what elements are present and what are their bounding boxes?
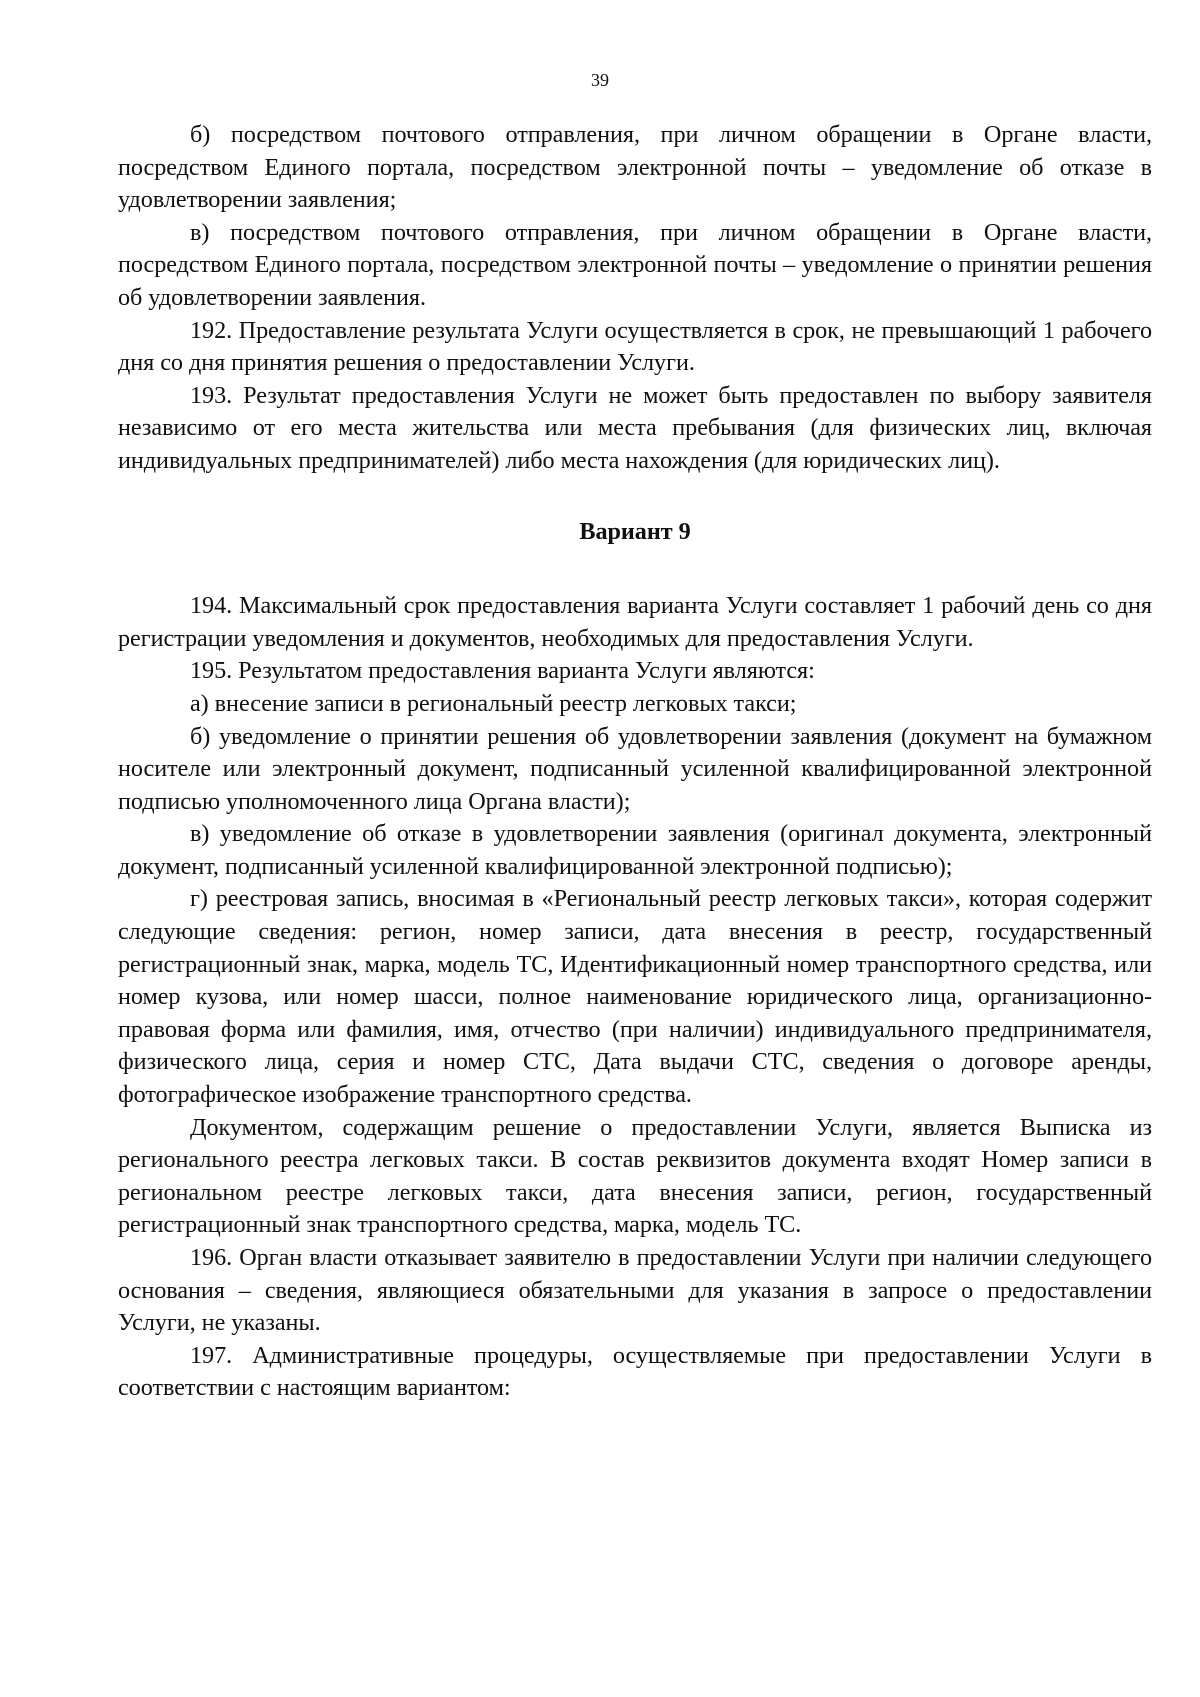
paragraph-v-delivery-approval: в) посредством почтового отправления, при личном обращении в Органе власти, посредством Единого портала, посредством электронной почты – уведомление о принятии решения об удовлетворении заявления. [118,218,1152,311]
page-number: 39 [591,70,609,90]
paragraph-195-a: а) внесение записи в региональный реестр легковых такси; [190,689,797,717]
paragraph-193: 193. Результат предоставления Услуги не может быть предоставлен по выбору заявителя независимо от его места жительства или места пребывания (для физических лиц, включая индивидуальных предпринимателей) либо места нахождения (для юридических лиц). [118,381,1152,474]
document-body [118,119,1152,1405]
paragraph-195-b: б) уведомление о принятии решения об удовлетворении заявления (документ на бумажном носителе или электронный документ, подписанный усиленной квалифицированной электронной подписью уполномоченного лица Органа власти); [118,722,1152,815]
paragraph-195-v: в) уведомление об отказе в удовлетворении заявления (оригинал документа, электронный документ, подписанный усиленной квалифицированной электронной подписью); [118,820,1152,880]
paragraph-194: 194. Максимальный срок предоставления варианта Услуги составляет 1 рабочий день со дня регистрации уведомления и документов, необходимых для предоставления Услуги. [118,592,1152,652]
section-heading-variant-9: Вариант 9 [579,517,691,545]
paragraph-192: 192. Предоставление результата Услуги осуществляется в срок, не превышающий 1 рабочего дня со дня принятия решения о предоставлении Услуги. [118,316,1152,377]
paragraph-197: 197. Административные процедуры, осуществляемые при предоставлении Услуги в соответствии с настоящим вариантом: [118,1341,1152,1402]
paragraph-195: 195. Результатом предоставления варианта Услуги являются: [190,657,815,685]
paragraph-decision-document: Документом, содержащим решение о предоставлении Услуги, является Выписка из регионального реестра легковых такси. В состав реквизитов документа входят Номер записи в региональном реестре легковых такси, дата внесения записи, регион, государственный регистрационный знак транспортного средства, марка, модель ТС. [118,1113,1152,1239]
paragraph-b-delivery-refusal: б) посредством почтового отправления, при личном обращении в Органе власти, посредством Единого портала, посредством электронной почты – уведомление об отказе в удовлетворении заявления; [118,121,1152,214]
paragraph-196: 196. Орган власти отказывает заявителю в предоставлении Услуги при наличии следующего основания – сведения, являющиеся обязательными для указания в запросе о предоставлении Услуги, не указаны. [118,1244,1152,1337]
paragraph-195-g: г) реестровая запись, вносимая в «Региональный реестр легковых такси», которая содержит следующие сведения: регион, номер записи, дата внесения в реестр, государственный регистрационный знак, марка, модель ТС, Идентификационный номер транспортного средства, или номер кузова, или номер шасси, полное наименование юридического лица, организационно-правовая форма или фамилия, имя, отчество (при наличии) индивидуального предпринимателя, физического лица, серия и номер СТС, Дата выдачи СТС, сведения о договоре аренды, фотографическое изображение транспортного средства. [118,885,1152,1109]
